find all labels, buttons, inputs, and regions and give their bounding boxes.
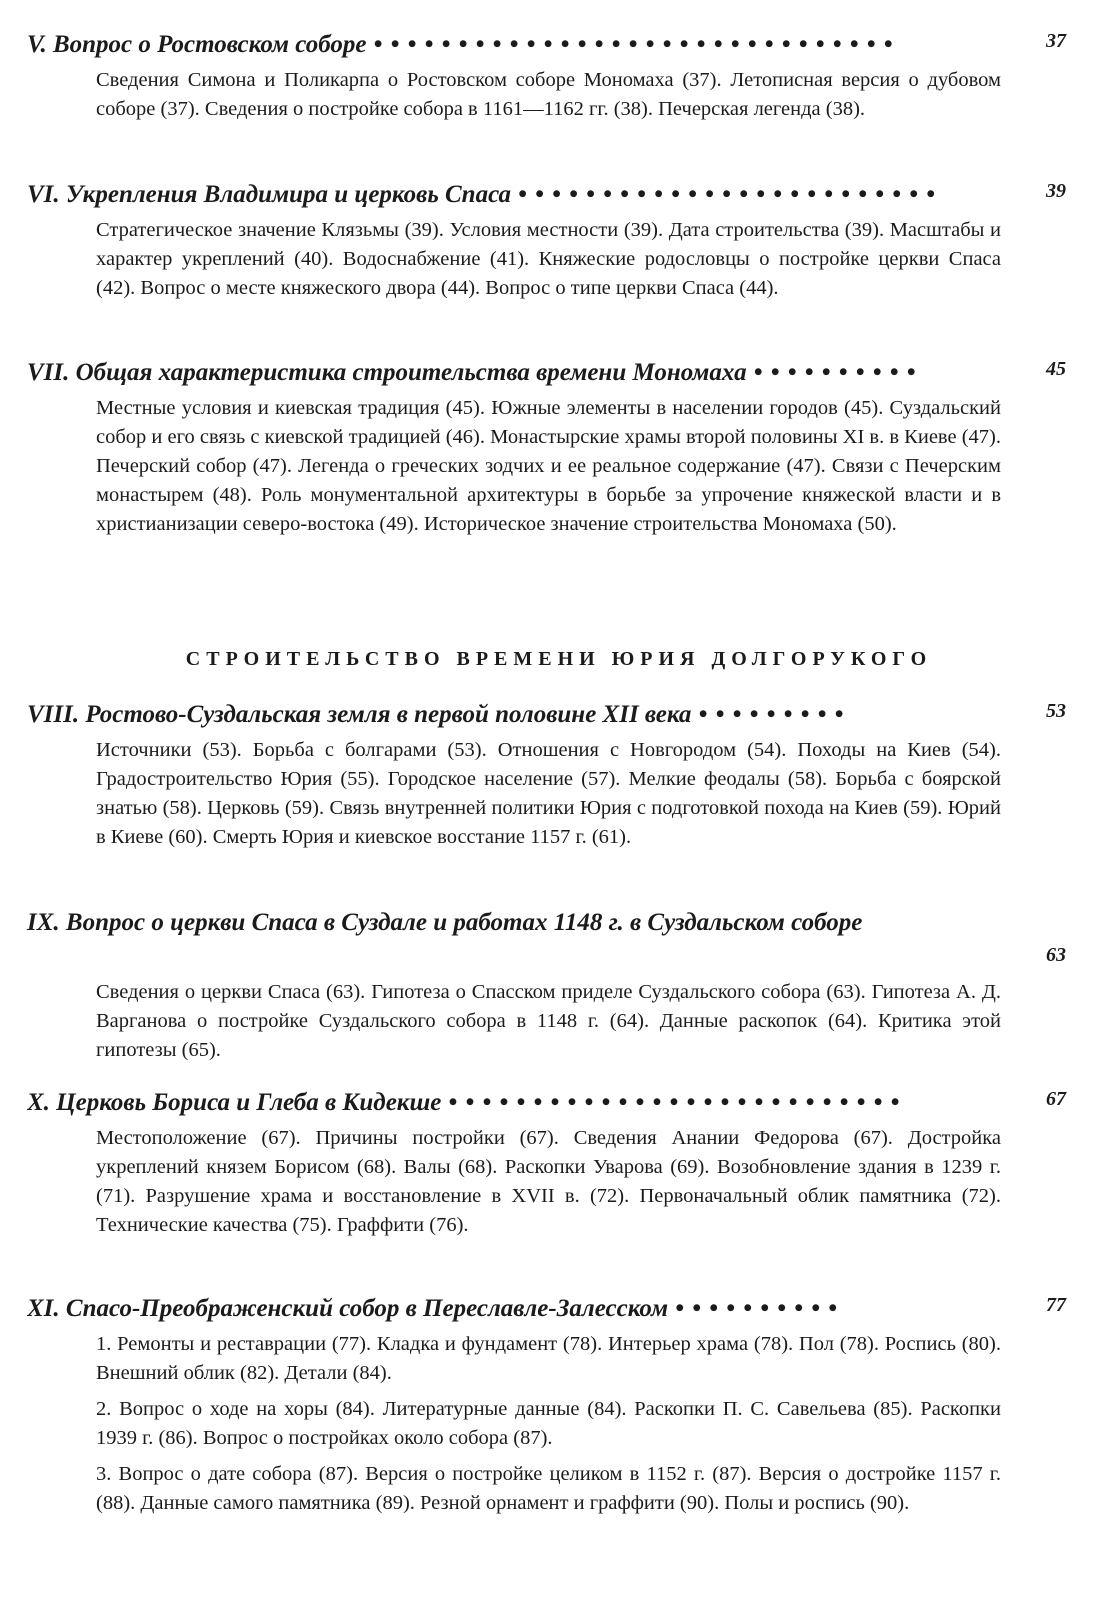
entry-heading bbox=[0, 28, 1118, 66]
entry-summary-paragraph: 3. Вопрос о дате собора (87). Версия о постройке целиком в 1152 г. (87). Версия о достройке 1157 г. (88). Данные самого памятника (89). Резной орнамент и граффити (90). Полы и роспись (90). bbox=[96, 1463, 1001, 1514]
section-heading: СТРОИТЕЛЬСТВО ВРЕМЕНИ ЮРИЯ ДОЛГОРУКОГО bbox=[185, 648, 933, 670]
entry-page-number: 63 bbox=[1046, 944, 1066, 966]
entry-heading bbox=[0, 906, 1118, 978]
entry-summary-paragraph: 2. Вопрос о ходе на хоры (84). Литературные данные (84). Раскопки П. С. Савельева (85). Раскопки 1939 г. (86). Вопрос о постройках около собора (87). bbox=[96, 1398, 1001, 1449]
entry-page-number: 53 bbox=[1046, 700, 1066, 722]
entry-title-text: X. Церковь Бориса и Глеба в Кидекше bbox=[27, 1089, 442, 1116]
entry-title-text: VIII. Ростово-Суздальская земля в первой половине XII века bbox=[27, 701, 692, 728]
toc-entry-7 bbox=[0, 356, 1118, 546]
leader-dots: • • • • • • • • • • • • • • • • • • • • • • • • • • • • • • • bbox=[366, 31, 894, 58]
entry-title bbox=[27, 356, 999, 390]
entry-title bbox=[27, 1086, 999, 1120]
entry-summary-paragraph: Сведения Симона и Поликарпа о Ростовском соборе Мономаха (37). Летописная версия о дубовом соборе (37). Сведения о постройке собора в 1161—1162 гг. (38). Печерская легенда (38). bbox=[96, 69, 1001, 120]
entry-summary-paragraph: Местоположение (67). Причины постройки (67). Сведения Анании Федорова (67). Достройка укреплений князем Борисом (68). Валы (68). Раскопки Уварова (69). Возобновление здания в 1239 г. (71). Разрушение храма и восстановление в XVII в. (72). Первоначальный облик памятника (72). Технические качества (75). Граффити (76). bbox=[96, 1127, 1001, 1236]
entry-summary bbox=[96, 736, 1001, 852]
toc-entry-10 bbox=[0, 1086, 1118, 1247]
entry-title-text: VII. Общая характеристика строительства времени Мономаха bbox=[27, 359, 747, 386]
toc-entry-11 bbox=[0, 1292, 1118, 1525]
leader-dots: • • • • • • • • • • • • • • • • • • • • • • • • • • • bbox=[441, 1089, 901, 1116]
entry-summary-paragraph: Стратегическое значение Клязьмы (39). Условия местности (39). Дата строительства (39). Масштабы и характер укреплений (40). Водоснабжение (41). Княжеские родословцы о постройке церкви Спаса (42). Вопрос о месте княжеского двора (44). Вопрос о типе церкви Спаса (44). bbox=[96, 219, 1001, 299]
entry-heading bbox=[0, 1086, 1118, 1124]
entry-title bbox=[27, 906, 1007, 940]
entry-heading bbox=[0, 178, 1118, 216]
entry-summary-paragraph: 1. Ремонты и реставрации (77). Кладка и фундамент (78). Интерьер храма (78). Пол (78). Роспись (80). Внешний облик (82). Детали (84). bbox=[96, 1333, 1001, 1384]
entry-summary bbox=[96, 1330, 1001, 1518]
toc-entry-5 bbox=[0, 28, 1118, 131]
entry-page-number: 37 bbox=[1046, 30, 1066, 52]
entry-summary bbox=[96, 394, 1001, 539]
entry-summary bbox=[96, 978, 1001, 1065]
entry-summary-paragraph: Сведения о церкви Спаса (63). Гипотеза о Спасском приделе Суздальского собора (63). Гипотеза А. Д. Варганова о постройке Суздальского собора в 1148 г. (64). Данные раскопок (64). Критика этой гипотезы (65). bbox=[96, 981, 1001, 1061]
entry-heading bbox=[0, 356, 1118, 394]
entry-page-number: 77 bbox=[1046, 1294, 1066, 1316]
entry-summary bbox=[96, 66, 1001, 124]
entry-summary bbox=[96, 216, 1001, 303]
entry-title-text: VI. Укрепления Владимира и церковь Спаса bbox=[27, 181, 512, 208]
entry-title bbox=[27, 178, 999, 212]
toc-entry-9 bbox=[0, 906, 1118, 1072]
leader-dots: • • • • • • • • • bbox=[691, 701, 845, 728]
leader-dots: • • • • • • • • • • bbox=[668, 1295, 839, 1322]
entry-title bbox=[27, 698, 999, 732]
entry-heading bbox=[0, 1292, 1118, 1330]
entry-page-number: 45 bbox=[1046, 358, 1066, 380]
entry-title-text: XI. Спасо-Преображенский собор в Переславле-Залесском bbox=[27, 1295, 669, 1322]
entry-heading bbox=[0, 698, 1118, 736]
entry-summary bbox=[96, 1124, 1001, 1240]
entry-title-text: V. Вопрос о Ростовском соборе bbox=[27, 31, 367, 58]
entry-summary-paragraph: Источники (53). Борьба с болгарами (53). Отношения с Новгородом (54). Походы на Киев (54). Градостроительство Юрия (55). Городское население (57). Мелкие феодалы (58). Борьба с боярской знатью (58). Церковь (59). Связь внутренней политики Юрия с подготовкой похода на Киев (59). Юрий в Киеве (60). Смерть Юрия и киевское восстание 1157 г. (61). bbox=[96, 739, 1001, 848]
leader-dots: • • • • • • • • • • • • • • • • • • • • • • • • • bbox=[511, 181, 937, 208]
entry-page-number: 67 bbox=[1046, 1088, 1066, 1110]
entry-title-text: IX. Вопрос о церкви Спаса в Суздале и работах 1148 г. в Суздальском соборе bbox=[27, 909, 863, 936]
toc-entry-8 bbox=[0, 698, 1118, 859]
toc-entry-6 bbox=[0, 178, 1118, 310]
entry-title bbox=[27, 1292, 999, 1326]
leader-dots: • • • • • • • • • • bbox=[746, 359, 917, 386]
entry-summary-paragraph: Местные условия и киевская традиция (45). Южные элементы в населении городов (45). Суздальский собор и его связь с киевской традицией (46). Монастырские храмы второй половины XI в. в Киеве (47). Печерский собор (47). Легенда о греческих зодчих и ее реальное содержание (47). Связи с Печерским монастырем (48). Роль монументальной архитектуры в борьбе за упрочение княжеской власти и в христианизации северо-востока (49). Историческое значение строительства Мономаха (50). bbox=[96, 397, 1001, 535]
entry-title bbox=[27, 28, 999, 62]
entry-page-number: 39 bbox=[1046, 180, 1066, 202]
